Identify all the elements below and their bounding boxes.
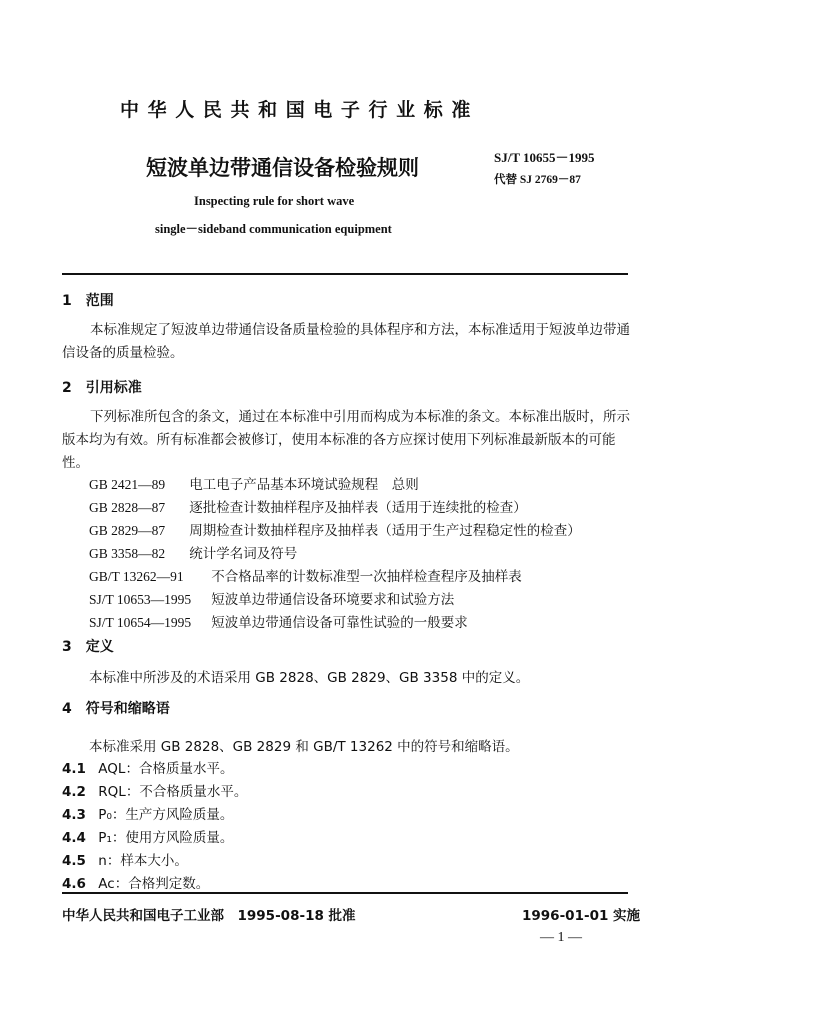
- section-4-heading: 4 符号和缩略语: [62, 701, 170, 717]
- reference-item: [89, 611, 468, 631]
- doc-title: 短波单边带通信设备检验规则: [146, 156, 419, 180]
- section-2-heading: 2 引用标准: [62, 380, 142, 396]
- reference-code: SJ/T 10653—1995: [89, 592, 192, 607]
- reference-title: 短波单边带通信设备环境要求和试验方法: [211, 592, 455, 608]
- section-2-body-text: 下列标准所包含的条文，通过在本标准中引用而构成为本标准的条文。本标准出版时，所示版本均为有效。所有标准都会被修订，使用本标准的各方应探讨使用下列标准最新版本的可能性。: [62, 409, 630, 471]
- reference-title: 电工电子产品基本环境试验规程 总则: [189, 477, 419, 493]
- section-3-body: 本标准中所涉及的术语采用 GB 2828、GB 2829、GB 3358 中的定义。: [89, 670, 530, 686]
- symbol-item: [62, 780, 247, 800]
- section-3-heading: 3 定义: [62, 639, 114, 655]
- reference-item: [89, 496, 527, 516]
- reference-item: [89, 565, 522, 585]
- symbol-item: [62, 849, 188, 869]
- effective-date: 1996-01-01 实施: [522, 908, 641, 924]
- item-number: 4.5: [62, 853, 86, 869]
- reference-code: GB 2421—89: [89, 477, 166, 492]
- reference-code: GB 2829—87: [89, 523, 166, 538]
- item-number: 4.6: [62, 876, 86, 892]
- std-number: SJ/T 10655－1995: [494, 150, 595, 165]
- section-4-body: 本标准采用 GB 2828、GB 2829 和 GB/T 13262 中的符号和缩略语。: [89, 739, 519, 755]
- reference-code: GB 3358—82: [89, 546, 166, 561]
- item-text: P₁：使用方风险质量。: [98, 830, 234, 846]
- reference-item: [89, 519, 581, 539]
- issuer-approval: 中华人民共和国电子工业部 1995-08-18 批准: [62, 908, 356, 924]
- english-title-line2: single－sideband communication equipment: [155, 222, 392, 236]
- reference-title: 逐批检查计数抽样程序及抽样表（适用于连续批的检查）: [189, 500, 527, 516]
- org-title: 中 华 人 民 共 和 国 电 子 行 业 标 准: [120, 99, 472, 121]
- reference-title: 统计学名词及符号: [189, 546, 298, 562]
- item-text: n：样本大小。: [98, 853, 188, 869]
- section-2-body: [62, 406, 630, 475]
- item-text: RQL：不合格质量水平。: [98, 784, 248, 800]
- reference-title: 周期检查计数抽样程序及抽样表（适用于生产过程稳定性的检查）: [189, 523, 581, 539]
- reference-item: [89, 473, 419, 493]
- item-number: 4.2: [62, 784, 86, 800]
- reference-code: GB/T 13262—91: [89, 569, 184, 584]
- footer-rule: [62, 892, 628, 894]
- symbol-item: [62, 757, 233, 777]
- symbol-item: [62, 826, 233, 846]
- symbol-item: [62, 872, 209, 892]
- item-number: 4.1: [62, 761, 86, 777]
- item-text: P₀：生产方风险质量。: [98, 807, 234, 823]
- item-text: Ac：合格判定数。: [98, 876, 210, 892]
- section-1-body-text: 本标准规定了短波单边带通信设备质量检验的具体程序和方法，本标准适用于短波单边带通信设备的质量检验。: [62, 322, 630, 361]
- section-1-heading: 1 范围: [62, 293, 114, 309]
- item-number: 4.4: [62, 830, 86, 846]
- english-title-line1: Inspecting rule for short wave: [194, 194, 355, 208]
- page-number: — 1 —: [540, 930, 582, 945]
- reference-title: 短波单边带通信设备可靠性试验的一般要求: [211, 615, 468, 631]
- replaces-note: 代替 SJ 2769－87: [494, 174, 581, 186]
- item-text: AQL：合格质量水平。: [98, 761, 234, 777]
- reference-code: GB 2828—87: [89, 500, 166, 515]
- symbol-item: [62, 803, 233, 823]
- section-1-body: [62, 319, 630, 365]
- header-rule: [62, 273, 628, 275]
- reference-item: [89, 588, 454, 608]
- reference-code: SJ/T 10654—1995: [89, 615, 192, 630]
- reference-item: [89, 542, 297, 562]
- item-number: 4.3: [62, 807, 86, 823]
- reference-title: 不合格品率的计数标准型一次抽样检查程序及抽样表: [211, 569, 522, 585]
